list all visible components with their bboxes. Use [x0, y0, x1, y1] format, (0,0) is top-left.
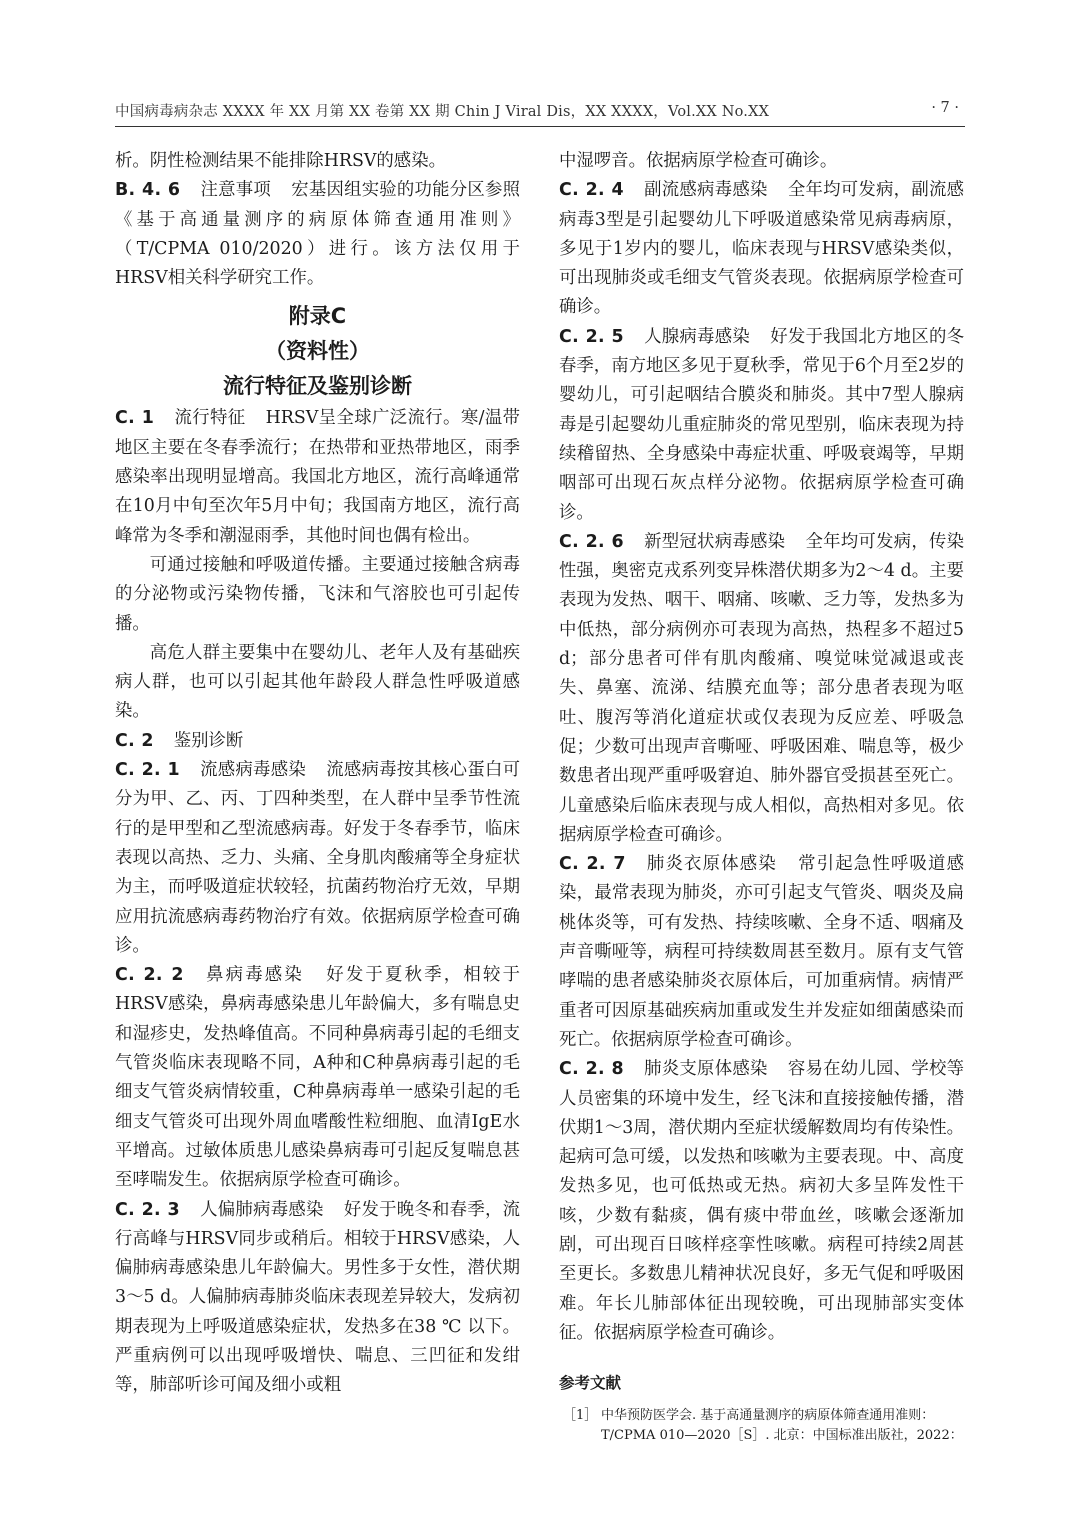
section-number: C. 2. 8	[559, 1059, 624, 1080]
section-c28	[559, 1055, 964, 1348]
reference-text: 中华预防医学会. 基于高通量测序的病原体筛查通用准则：T/CPMA 010—2020［S］. 北京：中国标准出版社，2022：	[601, 1408, 963, 1444]
section-text: 全年均可发病，副流感病毒3型是引起婴幼儿下呼吸道感染常见病毒病原，多见于1岁内的婴儿，临床表现与HRSV感染类似，可出现肺炎或毛细支气管炎表现。依据病原学检查可确诊。	[559, 180, 964, 318]
section-heading: 流感病毒感染	[199, 760, 306, 781]
appendix-heading: 流行特征及鉴别诊断	[223, 374, 412, 399]
section-heading: 鼻病毒感染	[203, 965, 305, 986]
section-number: C. 2	[115, 730, 154, 751]
section-number: C. 1	[115, 408, 155, 429]
section-text: 全年均可发病，传染性强，奥密克戎系列变异株潜伏期多为2～4 d。主要表现为发热、咽干、咽痛、咳嗽、乏力等，发热多为中低热，部分病例亦可表现为高热，热程多不超过5 d；部分患者可伴有肌肉酸痛、嗅觉味觉减退或丧失、鼻塞、流涕、结膜充血等；部分患者表现为呕吐、腹泻等消化道症状或仅表现为反应差、呼吸急促；少数可出现声音嘶哑、呼吸困难、喘息等，极少数患者出现严重呼吸窘迫、肺外器官受损甚至死亡。儿童感染后临床表现与成人相似，高热相对多见。依据病原学检查可确诊。	[559, 531, 964, 845]
section-heading: 人腺病毒感染	[643, 326, 750, 347]
running-header	[115, 100, 965, 127]
paragraph: 析。阴性检测结果不能排除HRSV的感染。	[115, 151, 446, 171]
section-c2	[115, 727, 520, 756]
paragraph: 高危人群主要集中在婴幼儿、老年人及有基础疾病人群，也可以引起其他年龄段人群急性呼吸道感染。	[115, 642, 520, 722]
section-c24	[559, 176, 964, 322]
journal-citation: 中国病毒病杂志 XXXX 年 XX 月第 XX 卷第 XX 期 Chin J Viral Dis，XX XXXX，Vol.XX No.XX	[115, 104, 770, 120]
reference-number: ［1］	[563, 1408, 598, 1424]
paragraph: 中湿啰音。依据病原学检查可确诊。	[559, 151, 838, 171]
section-c25	[559, 323, 964, 528]
section-heading: 肺炎衣原体感染	[645, 854, 777, 875]
section-c26	[559, 528, 964, 850]
appendix-title: 附录C	[288, 304, 347, 329]
section-b46	[115, 176, 520, 293]
section-text: 流感病毒按其核心蛋白可分为甲、乙、丙、丁四种类型，在人群中呈季节性流行的是甲型和乙型流感病毒。好发于冬春季节，临床表现以高热、乏力、头痛、全身肌肉酸痛等全身症状为主，而呼吸道症状较轻，抗菌药物治疗无效，早期应用抗流感病毒药物治疗有效。依据病原学检查可确诊。	[115, 760, 520, 956]
section-number: B. 4. 6	[115, 180, 181, 201]
paragraph: 可通过接触和呼吸道传播。主要通过接触含病毒的分泌物或污染物传播，飞沫和气溶胶也可引起传播。	[115, 554, 520, 634]
section-number: C. 2. 3	[115, 1199, 180, 1220]
section-number: C. 2. 5	[559, 326, 624, 347]
section-c1	[115, 404, 520, 550]
references-title: 参考文献	[559, 1374, 622, 1393]
section-number: C. 2. 4	[559, 180, 624, 201]
section-number: C. 2. 7	[559, 854, 626, 875]
section-heading: 鉴别诊断	[173, 730, 244, 751]
section-number: C. 2. 1	[115, 760, 180, 781]
section-number: C. 2. 2	[115, 965, 184, 986]
section-heading: 注意事项	[200, 180, 272, 201]
section-c23	[115, 1196, 520, 1401]
section-heading: 肺炎支原体感染	[643, 1059, 768, 1080]
section-text: 好发于晚冬和春季，流行高峰与HRSV同步或稍后。相较于HRSV感染，人偏肺病毒感染患儿年龄偏大。男性多于女性，潜伏期3～5 d。人偏肺病毒肺炎临床表现差异较大，发病初期表现为上呼吸道感染症状，发热多在38 ℃ 以下。严重病例可以出现呼吸增快、喘息、三凹征和发绀等，肺部听诊可闻及细小或粗	[115, 1199, 520, 1396]
section-text: 常引起急性呼吸道感染，最常表现为肺炎，亦可引起支气管炎、咽炎及扁桃体炎等，可有发热、持续咳嗽、全身不适、咽痛及声音嘶哑等，病程可持续数周甚至数月。原有支气管哮喘的患者感染肺炎衣原体后，可加重病情。病情严重者可因原基础疾病加重或发生并发症如细菌感染而死亡。依据病原学检查可确诊。	[559, 854, 964, 1050]
reference-item	[559, 1406, 964, 1446]
section-text: 好发于我国北方地区的冬春季，南方地区多见于夏秋季，常见于6个月至2岁的婴幼儿，可引起咽结合膜炎和肺炎。其中7型人腺病毒是引起婴幼儿重症肺炎的常见型别，临床表现为持续稽留热、全身感染中毒症状重、呼吸衰竭等，早期咽部可出现石灰点样分泌物。依据病原学检查可确诊。	[559, 326, 964, 523]
section-c27	[559, 850, 964, 1055]
right-column	[559, 147, 964, 1446]
section-heading: 新型冠状病毒感染	[643, 531, 786, 552]
section-heading: 人偏肺病毒感染	[199, 1199, 324, 1220]
section-c22	[115, 961, 520, 1195]
section-text: 好发于夏秋季，相较于HRSV感染，鼻病毒感染患儿年龄偏大，多有喘息史和湿疹史，发热峰值高。不同种鼻病毒引起的毛细支气管炎临床表现略不同，A种和C种鼻病毒引起的毛细支气管炎病情较重，C种鼻病毒单一感染引起的毛细支气管炎可出现外周血嗜酸性粒细胞、血清IgE水平增高。过敏体质患儿感染鼻病毒可引起反复喘息甚至哮喘发生。依据病原学检查可确诊。	[115, 965, 520, 1191]
section-heading: 流行特征	[174, 408, 246, 429]
section-text: HRSV呈全球广泛流行。寒/温带地区主要在冬春季流行；在热带和亚热带地区，雨季感染率出现明显增高。我国北方地区，流行高峰通常在10月中旬至次年5月中旬；我国南方地区，流行高峰常为冬季和潮湿雨季，其他时间也偶有检出。	[115, 408, 520, 546]
page-number: · 7 ·	[931, 100, 959, 116]
section-heading: 副流感病毒感染	[643, 180, 768, 201]
section-number: C. 2. 6	[559, 531, 624, 552]
section-c21	[115, 756, 520, 961]
section-text: 宏基因组实验的功能分区参照《基于高通量测序的病原体筛查通用准则》（T/CPMA 010/2020）进行。该方法仅用于HRSV相关科学研究工作。	[115, 180, 520, 289]
section-text: 容易在幼儿园、学校等人员密集的环境中发生，经飞沫和直接接触传播，潜伏期1～3周，潜伏期内至症状缓解数周均有传染性。起病可急可缓，以发热和咳嗽为主要表现。中、高度发热多见，也可低热或无热。病初大多呈阵发性干咳，少数有黏痰，偶有痰中带血丝，咳嗽会逐渐加剧，可出现百日咳样痉挛性咳嗽。病程可持续2周甚至更长。多数患儿精神状况良好，多无气促和呼吸困难。年长儿肺部体征出现较晚，可出现肺部实变体征。依据病原学检查可确诊。	[559, 1059, 964, 1343]
left-column	[115, 147, 520, 1401]
appendix-subtitle: （资料性）	[265, 339, 370, 364]
